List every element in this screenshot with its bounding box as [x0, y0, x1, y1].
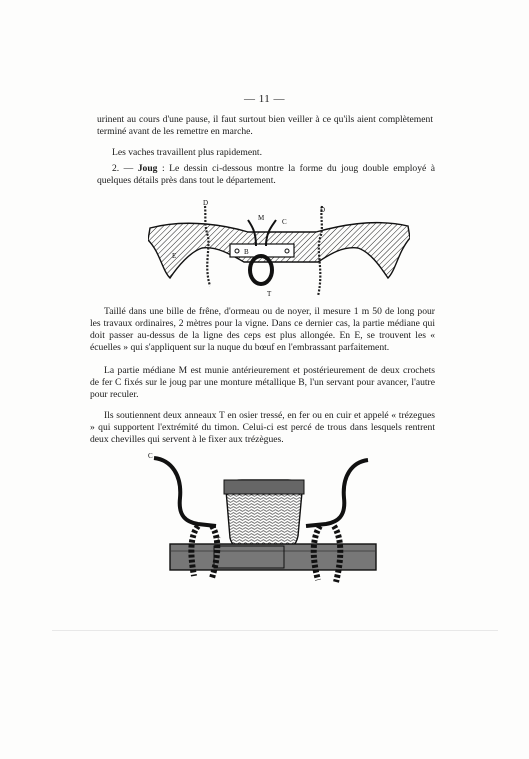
yoke-figure — [148, 196, 410, 302]
page-number: — 11 — — [243, 93, 286, 105]
paragraph-taille: Taillé dans une bille de frêne, d'ormeau ou de noyer, il mesure 1 m 50 de long pour les travaux ordinaires, 2 mètres pour la vigne. Dans ce dernier cas, la partie médiane qui doit passer au-dessus de la ligne des ceps est plus allongée. En E, se trouvent les « écuelles » qui s'appliquent sur la nuque du bœuf en l'embrassant parfaitement. — [90, 306, 435, 354]
paragraph-urinent: urinent au cours d'une pause, il faut surtout bien veiller à ce qu'ils aient complètement terminé avant de les remettre en marche. — [97, 114, 433, 138]
paragraph-anneaux: Ils soutiennent deux anneaux T en osier tressé, en fer ou en cuir et appelé « trézegues » qui supportent l'extrémité du timon. Celui-ci est percé de trous dans lesquels rentrent deux chevilles qui servent à le fixer aux trézègues. — [90, 410, 435, 446]
label-t: T — [267, 290, 272, 298]
paragraph-vaches: Les vaches travaillent plus rapidement. — [112, 147, 262, 158]
joug-section-number: 2. — — [112, 163, 134, 174]
label-e: E — [172, 252, 177, 260]
label-c2: C — [148, 452, 153, 460]
label-t2: T — [216, 536, 221, 544]
paragraph-partie-mediane: La partie médiane M est munie antérieurement et postérieurement de deux crochets de fer C fixés sur le joug par une monture métallique B, l'un servant pour avancer, l'autre pour reculer. — [90, 365, 435, 401]
label-b: B — [244, 248, 249, 256]
hook-c-right — [306, 460, 368, 526]
label-d-right: D — [320, 206, 326, 214]
label-m: M — [258, 214, 265, 222]
timon-shaft — [170, 544, 376, 570]
hook-c-left — [154, 458, 216, 526]
label-d-left: D — [203, 199, 209, 207]
joug-description: : Le dessin ci-dessous montre la forme du joug double employé à quelques détails près dans tout le département. — [97, 163, 435, 187]
hooks-detail-figure — [142, 446, 380, 594]
label-c: C — [282, 218, 287, 226]
block-top — [224, 480, 304, 494]
paragraph-joug — [97, 163, 435, 187]
joug-heading: Joug — [137, 163, 158, 174]
